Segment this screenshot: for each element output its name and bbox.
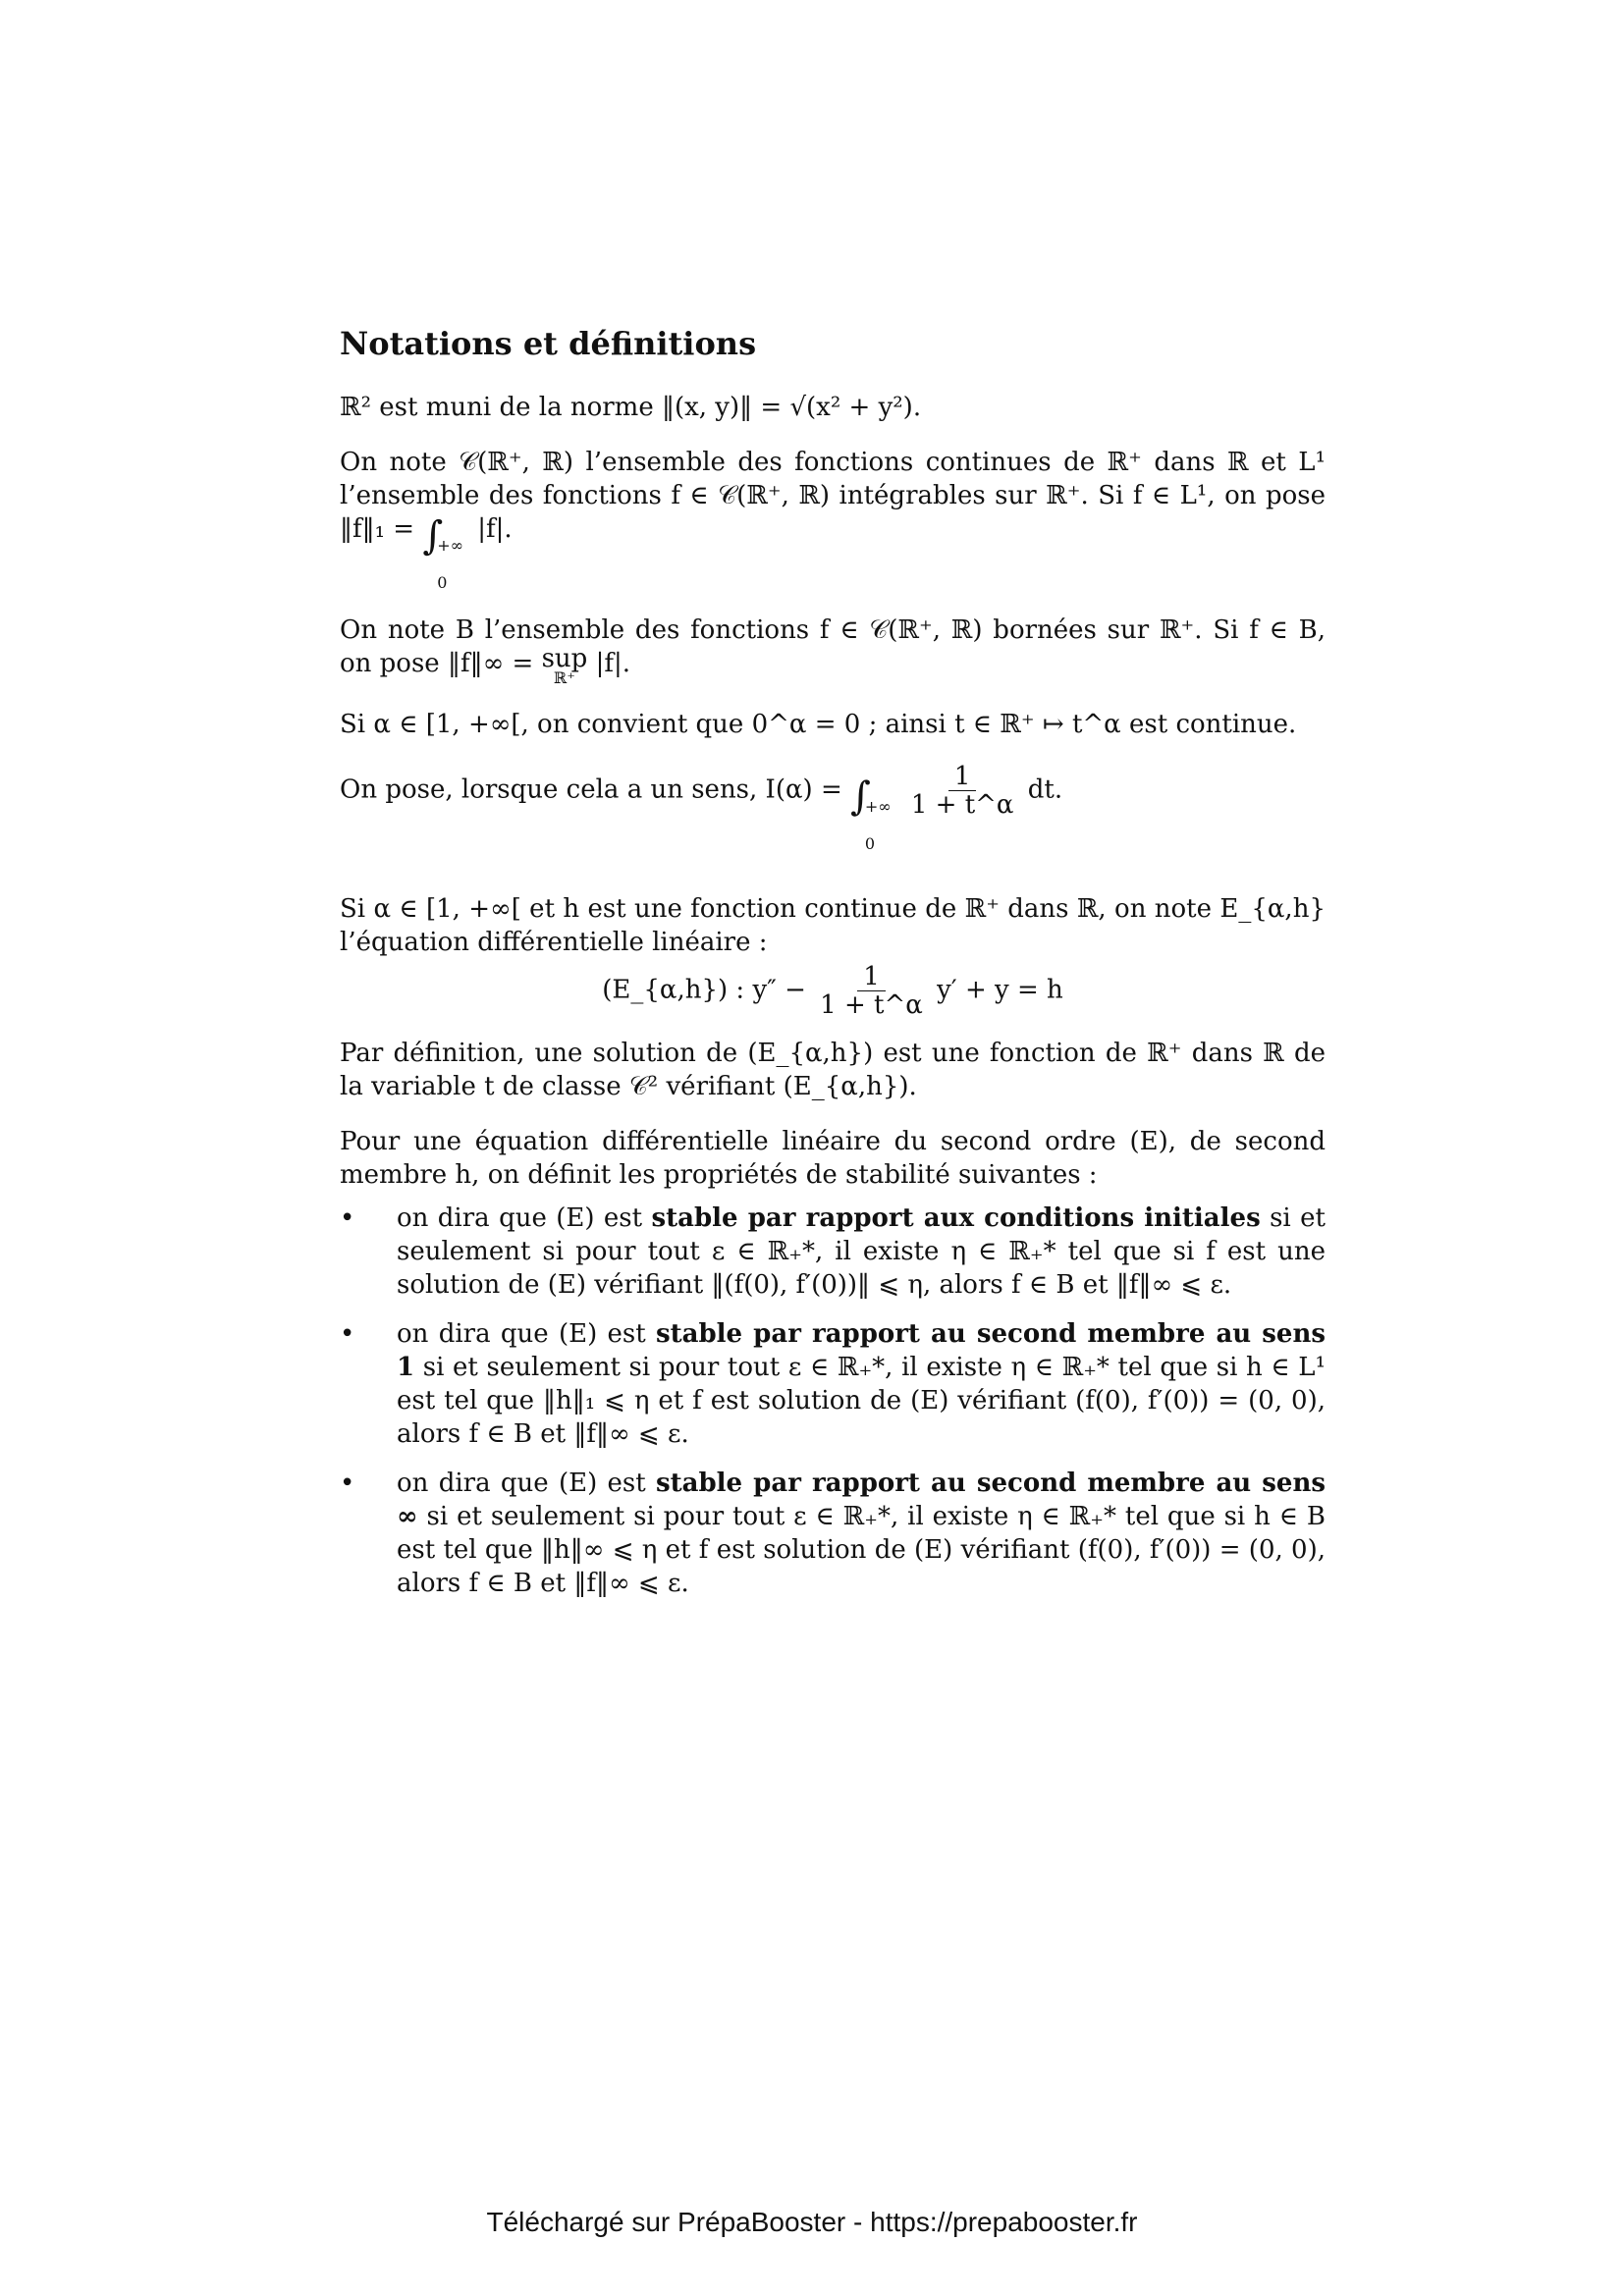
document-body	[340, 324, 1326, 1616]
item-bold-term: stable par rapport au second membre au sens 1	[397, 1318, 1326, 1382]
equation-right: y′ + y = h	[937, 975, 1063, 1004]
integral-lower-2: 0	[864, 833, 876, 853]
item-text-start: on dira que (E) est	[397, 1202, 652, 1233]
footer-download-link[interactable]: Téléchargé sur PrépaBooster - https://prepabooster.fr	[486, 2207, 1138, 2237]
equation-fraction	[814, 963, 929, 1019]
sup-word: sup	[541, 644, 588, 673]
sup-operator	[541, 644, 588, 687]
list-item	[340, 1201, 1326, 1302]
paragraph-equation-intro: Si α ∈ [1, +∞[ et h est une fonction continue de ℝ⁺ dans ℝ, on note E_{α,h} l’équation différentielle linéaire :	[340, 893, 1326, 957]
integral-definition-prefix: On pose, lorsque cela a un sens, I(α) =	[340, 774, 842, 805]
integral-limits-2	[865, 798, 892, 853]
integrand-abs-f: |f|.	[477, 514, 513, 544]
section-title: Notations et définitions	[340, 325, 757, 362]
item-bold-term: stable par rapport aux conditions initiales	[651, 1202, 1261, 1233]
item-text-start: on dira que (E) est	[397, 1468, 656, 1498]
integral-sign: ∫	[422, 513, 444, 559]
paragraph-norm: ℝ² est muni de la norme ‖(x, y)‖ = √(x² + y²).	[340, 393, 922, 422]
sup-subscript: ℝ⁺	[554, 668, 575, 687]
paragraph-bounded	[340, 614, 1326, 686]
integral-definition-suffix: dt.	[1027, 774, 1063, 805]
equation-left: (E_{α,h}) : y″ −	[602, 975, 806, 1004]
integral-upper-2: +∞	[864, 796, 892, 816]
item-text-end: si et seulement si pour tout ε ∈ ℝ₊*, il existe η ∈ ℝ₊* tel que si h ∈ L¹ est tel que ‖h‖₁ ⩽ η et f est solution de (E) vérifiant (f(0), f′(0)) = (0, 0), alors f ∈ B et ‖f‖∞ ⩽ ε.	[397, 1352, 1326, 1449]
differential-equation	[340, 963, 1326, 1019]
integral-lower: 0	[437, 573, 448, 592]
fraction-1-over-1-plus-t-alpha	[905, 763, 1020, 819]
item-text-end: si et seulement si pour tout ε ∈ ℝ₊*, il existe η ∈ ℝ₊* tel que si h ∈ B est tel que ‖h‖∞ ⩽ η et f est solution de (E) vérifiant (f(0), f′(0)) = (0, 0), alors f ∈ B et ‖f‖∞ ⩽ ε.	[397, 1501, 1326, 1598]
fraction-numerator: 1	[948, 763, 977, 791]
paragraph-solution-definition: Par définition, une solution de (E_{α,h}) est une fonction de ℝ⁺ dans ℝ de la variable t de classe 𝒞² vérifiant (E_{α,h}).	[340, 1038, 1326, 1101]
sup-argument: |f|.	[595, 649, 630, 678]
paragraph-alpha-convention: Si α ∈ [1, +∞[, on convient que 0^α = 0 ; ainsi t ∈ ℝ⁺ ↦ t^α est continue.	[340, 710, 1297, 739]
fraction-denominator: 1 + t^α	[910, 790, 1014, 820]
list-item	[340, 1317, 1326, 1451]
integral-upper: +∞	[437, 536, 463, 555]
item-text-start: on dira que (E) est	[397, 1318, 656, 1349]
integral-limits	[437, 537, 463, 592]
paragraph-continuous-text: On note 𝒞(ℝ⁺, ℝ) l’ensemble des fonctions continues de ℝ⁺ dans ℝ et L¹ l’ensemble des fonctions f ∈ 𝒞(ℝ⁺, ℝ) intégrables sur ℝ⁺. Si f ∈ L¹, on pose ‖f‖₁ =	[340, 448, 1326, 544]
paragraph-stability-intro: Pour une équation différentielle linéaire du second ordre (E), de second membre h, on définit les propriétés de stabilité suivantes :	[340, 1126, 1326, 1190]
paragraph-bounded-text: On note B l’ensemble des fonctions f ∈ 𝒞(ℝ⁺, ℝ) bornées sur ℝ⁺. Si f ∈ B, on pose ‖f‖∞ =	[340, 615, 1326, 678]
equation-fraction-denominator: 1 + t^α	[820, 989, 923, 1020]
paragraph-continuous-functions	[340, 446, 1326, 592]
paragraph-integral-definition	[340, 763, 1326, 853]
item-text-end: si et seulement si pour tout ε ∈ ℝ₊*, il existe η ∈ ℝ₊* tel que si f est une solution de (E) vérifiant ‖(f(0), f′(0))‖ ⩽ η, alors f ∈ B et ‖f‖∞ ⩽ ε.	[397, 1202, 1326, 1300]
integral-sign-2: ∫	[850, 774, 871, 820]
stability-list	[340, 1201, 1326, 1600]
equation-fraction-numerator: 1	[857, 963, 886, 991]
list-item	[340, 1467, 1326, 1600]
item-bold-term: stable par rapport au second membre au sens ∞	[397, 1468, 1326, 1531]
